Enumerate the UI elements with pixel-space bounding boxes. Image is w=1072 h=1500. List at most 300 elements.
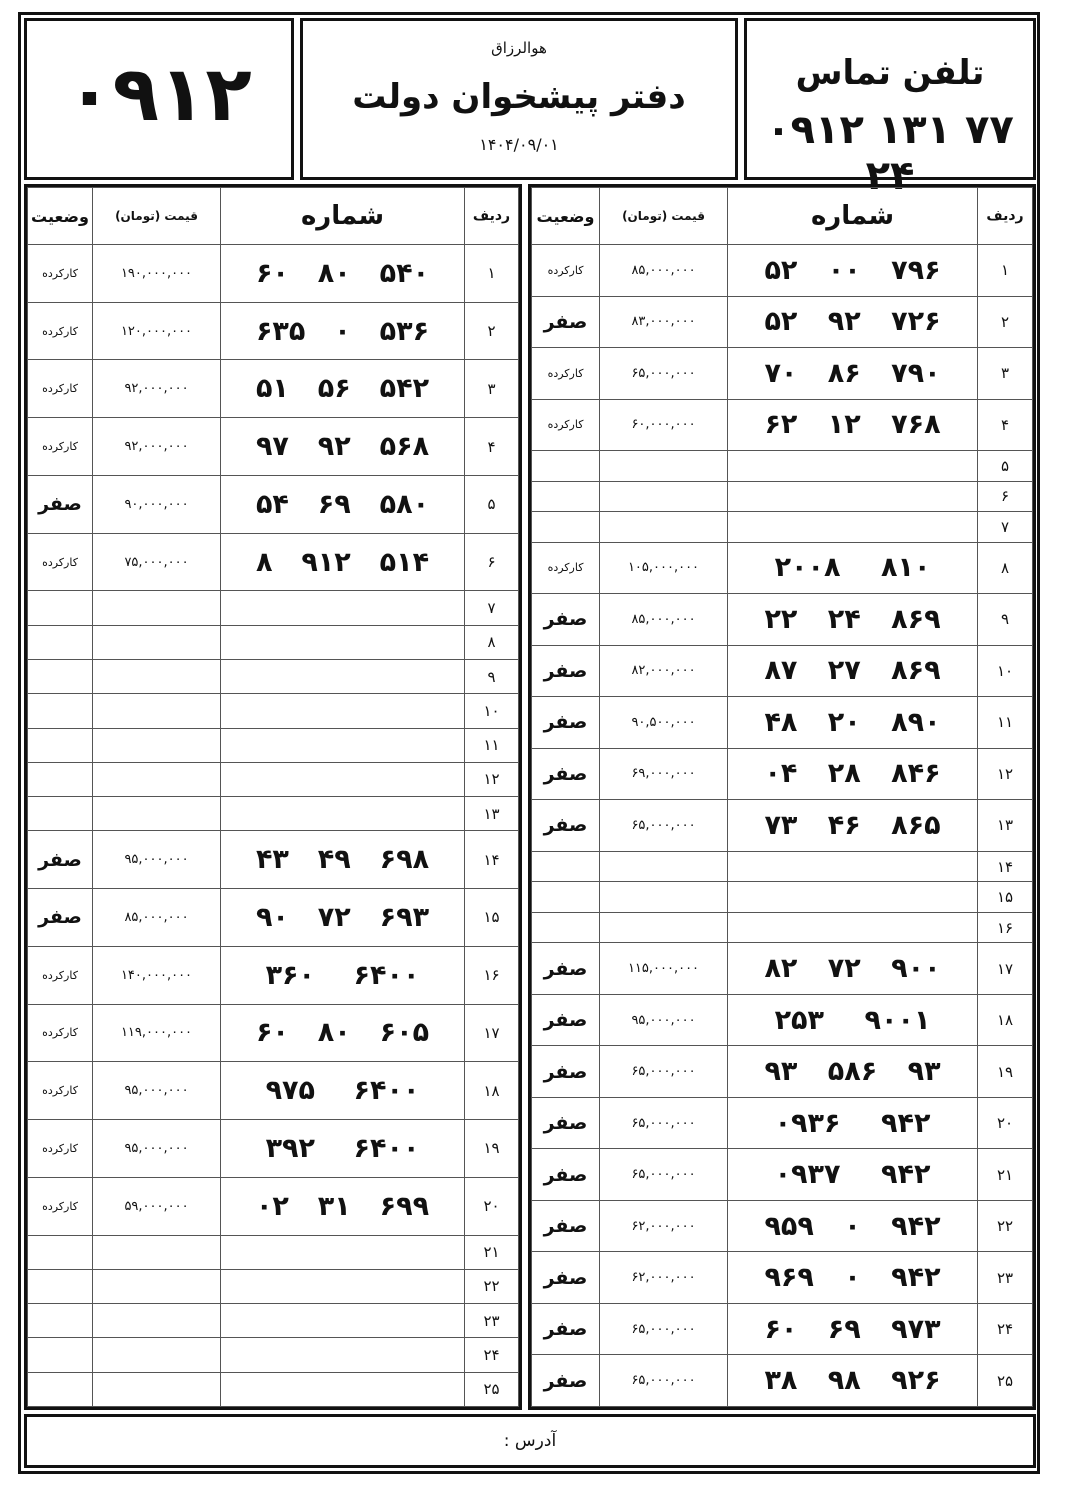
status-cell: کارکرده [532,348,600,400]
phone-number [728,758,977,789]
status-cell [28,728,93,762]
row-index: ۸ [465,625,519,659]
row-index: ۱۹ [465,1120,519,1178]
header-index: ردیف [978,188,1033,245]
row-index: ۳ [978,348,1033,400]
table-row [532,296,1033,348]
table-row [532,994,1033,1046]
number-part: ۵۴۲ [379,373,430,405]
price-cell [600,481,728,512]
address-label: آدرس : [503,1431,557,1451]
status-cell: کارکرده [532,245,600,297]
row-index: ۱۱ [465,728,519,762]
status-cell: کارکرده [28,533,93,591]
table-row [28,762,519,796]
number-part: ۶۴۰۰ [353,1075,420,1107]
number-part: ۸۹۰ [891,706,941,738]
number-part: ۸۶۹ [891,655,941,687]
row-index: ۲ [978,296,1033,348]
number-part: ۷۹۶ [891,254,941,286]
row-index: ۱۱ [978,697,1033,749]
phone-number-cell [728,882,978,913]
phone-number [221,258,464,289]
phone-number-cell [728,943,978,995]
number-part: ۸۰ [317,1017,351,1049]
phone-number-cell [728,512,978,543]
status-cell: صفر [532,296,600,348]
phone-number-cell [728,851,978,882]
table-row [28,591,519,625]
price-cell: ۶۲,۰۰۰,۰۰۰ [600,1252,728,1304]
status-cell: صفر [28,831,93,889]
row-index: ۱ [465,245,519,303]
table-row [28,1269,519,1303]
status-cell: صفر [532,943,600,995]
row-index: ۷ [465,591,519,625]
table-row [28,946,519,1004]
row-index: ۵ [978,451,1033,482]
status-cell: کارکرده [28,1120,93,1178]
number-part: ۹۷۳ [891,1313,941,1345]
number-part: ۰ [334,315,351,347]
phone-number-cell [728,399,978,451]
phone-number-cell [221,659,465,693]
row-index: ۲۳ [978,1252,1033,1304]
header-index: ردیف [465,188,519,245]
number-part: ۵۱۴ [379,546,430,578]
price-cell: ۵۹,۰۰۰,۰۰۰ [93,1177,221,1235]
status-cell [28,1304,93,1338]
row-index: ۴ [465,418,519,476]
number-part: ۴۸ [764,706,798,738]
row-index: ۱۴ [465,831,519,889]
status-cell: کارکرده [532,399,600,451]
phone-number-cell [221,831,465,889]
status-cell: کارکرده [28,302,93,360]
price-cell: ۶۵,۰۰۰,۰۰۰ [600,1149,728,1201]
row-index: ۷ [978,512,1033,543]
number-part: ۹۸ [827,1365,861,1397]
number-part: ۷۲ [827,953,861,985]
status-cell: کارکرده [28,360,93,418]
phone-number [221,1017,464,1048]
phone-number-cell [728,645,978,697]
contact-label: تلفن تماس [795,53,985,93]
phone-number [728,1108,977,1139]
row-index: ۳ [465,360,519,418]
price-cell [93,762,221,796]
price-cell: ۸۵,۰۰۰,۰۰۰ [93,889,221,947]
status-cell [28,694,93,728]
number-part: ۵۶۸ [379,431,430,463]
price-cell: ۶۰,۰۰۰,۰۰۰ [600,399,728,451]
number-part: ۹۱۲ [301,546,351,578]
phone-number-cell [728,594,978,646]
number-part: ۷۳ [764,809,798,841]
row-index: ۱۷ [978,943,1033,995]
status-cell: کارکرده [28,418,93,476]
price-cell: ۱۹۰,۰۰۰,۰۰۰ [93,245,221,303]
number-part: ۴۹ [317,844,351,876]
price-cell: ۶۹,۰۰۰,۰۰۰ [600,748,728,800]
header-number: شماره [221,188,465,245]
number-part: ۲۷ [827,655,861,687]
number-part: ۹۷۵ [265,1075,316,1107]
phone-number-cell [728,296,978,348]
table-row [28,533,519,591]
row-index: ۸ [978,542,1033,594]
row-index: ۲۳ [465,1304,519,1338]
phone-number-cell [221,245,465,303]
table-row [28,1338,519,1372]
number-part: ۴۶ [827,809,861,841]
number-part: ۸۰ [317,257,351,289]
number-part: ۸ [255,546,273,578]
row-index: ۱۲ [465,762,519,796]
row-index: ۱۸ [978,994,1033,1046]
phone-number [221,489,464,520]
office-subtitle: هوالرزاق [491,39,547,57]
price-cell: ۶۵,۰۰۰,۰۰۰ [600,348,728,400]
price-cell: ۹۰,۰۰۰,۰۰۰ [93,475,221,533]
phone-number-cell [221,1062,465,1120]
number-part: ۸۶۹ [891,603,941,635]
phone-number [221,431,464,462]
table-row [28,1120,519,1178]
contact-phone: ۰۹۱۲ ۱۳۱ ۷۷ ۲۴ [766,107,1014,199]
number-part: ۶۴۰۰ [353,1132,420,1164]
price-cell [93,1269,221,1303]
status-cell: صفر [532,1046,600,1098]
row-index: ۲ [465,302,519,360]
number-part: ۹۴۲ [881,1159,931,1191]
price-cell: ۶۵,۰۰۰,۰۰۰ [600,800,728,852]
status-cell: صفر [532,748,600,800]
header-price: قیمت (تومان) [93,188,221,245]
number-part: ۰ [844,1262,861,1294]
header [24,18,1036,199]
price-cell [93,659,221,693]
phone-number [221,1075,464,1106]
row-index: ۲۱ [978,1149,1033,1201]
row-index: ۱۳ [465,797,519,831]
number-part: ۵۶ [317,373,351,405]
status-cell [28,1269,93,1303]
number-part: ۳۱ [317,1190,351,1222]
table-row [28,625,519,659]
phone-number-cell [728,697,978,749]
phone-number [728,1262,977,1293]
number-part: ۵۳۶ [379,315,430,347]
row-index: ۹ [465,659,519,693]
status-cell: کارکرده [28,946,93,1004]
number-part: ۶۹ [827,1313,861,1345]
table-header-row [532,188,1033,245]
row-index: ۱۶ [465,946,519,1004]
price-cell: ۹۵,۰۰۰,۰۰۰ [93,831,221,889]
status-cell [28,1372,93,1406]
table-row [532,1149,1033,1201]
status-cell [532,512,600,543]
phone-number-cell [728,912,978,943]
phone-number-cell [728,245,978,297]
table-row [532,697,1033,749]
table-row [532,851,1033,882]
row-index: ۴ [978,399,1033,451]
number-part: ۲۲ [764,603,798,635]
phone-number [728,604,977,635]
contact-box [744,18,1036,199]
phone-number-cell [728,1046,978,1098]
status-cell: صفر [532,994,600,1046]
office-title: دفتر پیشخوان دولت [352,77,686,117]
row-index: ۲۰ [978,1097,1033,1149]
table-row [532,800,1033,852]
row-index: ۱۹ [978,1046,1033,1098]
price-cell [93,625,221,659]
right-number-table [531,187,1033,1407]
phone-number [221,960,464,991]
table-row [532,645,1033,697]
price-cell [93,1304,221,1338]
table-row [28,889,519,947]
row-index: ۲۴ [465,1338,519,1372]
row-index: ۹ [978,594,1033,646]
number-part: ۷۲ [317,901,351,933]
price-cell [93,728,221,762]
phone-number [221,902,464,933]
table-row [28,1177,519,1235]
price-cell [93,591,221,625]
price-cell [600,451,728,482]
number-part: ۷۶۸ [891,409,941,441]
number-part: ۶۹۹ [379,1190,430,1222]
table-row [532,481,1033,512]
price-cell: ۹۲,۰۰۰,۰۰۰ [93,360,221,418]
number-part: ۹۲ [827,306,861,338]
table-row [532,1097,1033,1149]
phone-number [728,1056,977,1087]
status-cell [28,625,93,659]
left-number-table [27,187,519,1407]
phone-number-cell [728,1149,978,1201]
number-part: ۸۱۰ [881,552,931,584]
table-row [28,1235,519,1269]
price-cell: ۹۵,۰۰۰,۰۰۰ [93,1120,221,1178]
phone-number [728,707,977,738]
number-part: ۱۲ [827,409,861,441]
number-part: ۹۰۰۱ [864,1004,931,1036]
phone-number-cell [728,451,978,482]
number-part: ۹۳ [764,1056,798,1088]
row-index: ۶ [978,481,1033,512]
number-part: ۷۰ [764,357,798,389]
phone-number-cell [728,348,978,400]
number-prefix: ۰۹۱۲ [66,49,252,138]
table-row [28,831,519,889]
phone-number [728,1159,977,1190]
phone-number [221,1133,464,1164]
row-index: ۵ [465,475,519,533]
phone-number-cell [221,728,465,762]
table-row [532,1200,1033,1252]
phone-number-cell [728,800,978,852]
phone-number-cell [221,946,465,1004]
prefix-box [24,18,294,180]
status-cell: صفر [532,1097,600,1149]
office-date: ۱۴۰۴/۰۹/۰۱ [479,135,559,154]
price-cell: ۸۵,۰۰۰,۰۰۰ [600,594,728,646]
table-row [28,418,519,476]
number-part: ۹۴۲ [881,1107,931,1139]
row-index: ۱۶ [978,912,1033,943]
phone-number [221,373,464,404]
status-cell [28,762,93,796]
number-part: ۵۲ [764,306,798,338]
number-part: ۲۸ [827,758,861,790]
number-part: ۶۴۰۰ [353,959,420,991]
phone-number [728,1211,977,1242]
table-row [28,1062,519,1120]
status-cell [28,659,93,693]
status-cell [28,591,93,625]
status-cell: کارکرده [28,1004,93,1062]
header-status: وضعیت [28,188,93,245]
row-index: ۲۰ [465,1177,519,1235]
number-part: ۹۶۹ [764,1262,814,1294]
table-row [28,694,519,728]
table-row [28,475,519,533]
phone-number-cell [728,994,978,1046]
table-row [28,302,519,360]
price-cell [600,512,728,543]
table-row [532,399,1033,451]
table-row [532,542,1033,594]
phone-number-cell [221,1120,465,1178]
number-part: ۳۸ [764,1365,798,1397]
number-part: ۹۷ [255,431,289,463]
status-cell [532,882,600,913]
table-row [28,797,519,831]
price-cell: ۶۵,۰۰۰,۰۰۰ [600,1355,728,1407]
footer [24,1414,1036,1468]
row-index: ۲۵ [465,1372,519,1406]
status-cell: صفر [28,889,93,947]
status-cell: صفر [532,1303,600,1355]
right-panel [528,184,1036,1410]
phone-number-cell [221,1235,465,1269]
number-part: ۷۲۶ [891,306,941,338]
status-cell [28,1235,93,1269]
phone-number-cell [221,694,465,728]
phone-number-cell [221,889,465,947]
number-part: ۹۲ [317,431,351,463]
number-part: ۵۲ [764,254,798,286]
number-part: ۸۲ [764,953,798,985]
number-part: ۶۹ [317,488,351,520]
number-part: ۸۴۶ [891,758,941,790]
price-cell: ۱۱۵,۰۰۰,۰۰۰ [600,943,728,995]
phone-number-cell [728,1200,978,1252]
status-cell [28,797,93,831]
number-part: ۲۰ [827,706,861,738]
number-part: ۷۹۰ [891,357,941,389]
row-index: ۲۱ [465,1235,519,1269]
price-cell [600,912,728,943]
left-table-body [28,245,519,1407]
status-cell: کارکرده [28,1062,93,1120]
office-box [300,18,738,180]
price-cell: ۱۲۰,۰۰۰,۰۰۰ [93,302,221,360]
phone-number-cell [728,1252,978,1304]
status-cell [532,451,600,482]
number-part: ۵۱ [255,373,289,405]
phone-number [728,655,977,686]
price-cell: ۱۰۵,۰۰۰,۰۰۰ [600,542,728,594]
number-part: ۸۷ [764,655,798,687]
table-row [28,1004,519,1062]
row-index: ۱۵ [465,889,519,947]
row-index: ۲۴ [978,1303,1033,1355]
price-cell [93,694,221,728]
status-cell: صفر [532,697,600,749]
number-part: ۶۰ [764,1313,798,1345]
row-index: ۱۰ [978,645,1033,697]
row-index: ۱۸ [465,1062,519,1120]
number-part: ۹۴۲ [891,1210,941,1242]
status-cell: صفر [532,594,600,646]
phone-number-cell [221,1338,465,1372]
table-header-row [28,188,519,245]
header-number: شماره [728,188,978,245]
phone-number-cell [728,1097,978,1149]
phone-number-cell [728,1303,978,1355]
status-cell: کارکرده [28,1177,93,1235]
number-part: ۹۰۰ [891,953,941,985]
status-cell: کارکرده [532,542,600,594]
table-row [532,451,1033,482]
phone-number [728,306,977,337]
table-row [532,245,1033,297]
price-cell: ۸۲,۰۰۰,۰۰۰ [600,645,728,697]
table-row [532,1303,1033,1355]
row-index: ۱ [978,245,1033,297]
price-cell: ۶۵,۰۰۰,۰۰۰ [600,1097,728,1149]
row-index: ۲۲ [465,1269,519,1303]
table-row [28,728,519,762]
number-part: ۹۰ [255,901,289,933]
status-cell: صفر [532,1355,600,1407]
phone-number-cell [728,748,978,800]
table-row [28,245,519,303]
price-cell: ۹۵,۰۰۰,۰۰۰ [600,994,728,1046]
table-row [532,594,1033,646]
phone-number [221,547,464,578]
price-cell [600,882,728,913]
number-part: ۰ [844,1210,861,1242]
phone-number [728,953,977,984]
price-cell: ۹۰,۵۰۰,۰۰۰ [600,697,728,749]
number-part: ۸۶ [827,357,861,389]
table-row [532,943,1033,995]
number-part: ۵۸۶ [827,1056,878,1088]
phone-number [728,552,977,583]
phone-number-cell [221,762,465,796]
phone-number [221,844,464,875]
phone-number-cell [221,360,465,418]
header-price: قیمت (تومان) [600,188,728,245]
phone-number-cell [221,1177,465,1235]
